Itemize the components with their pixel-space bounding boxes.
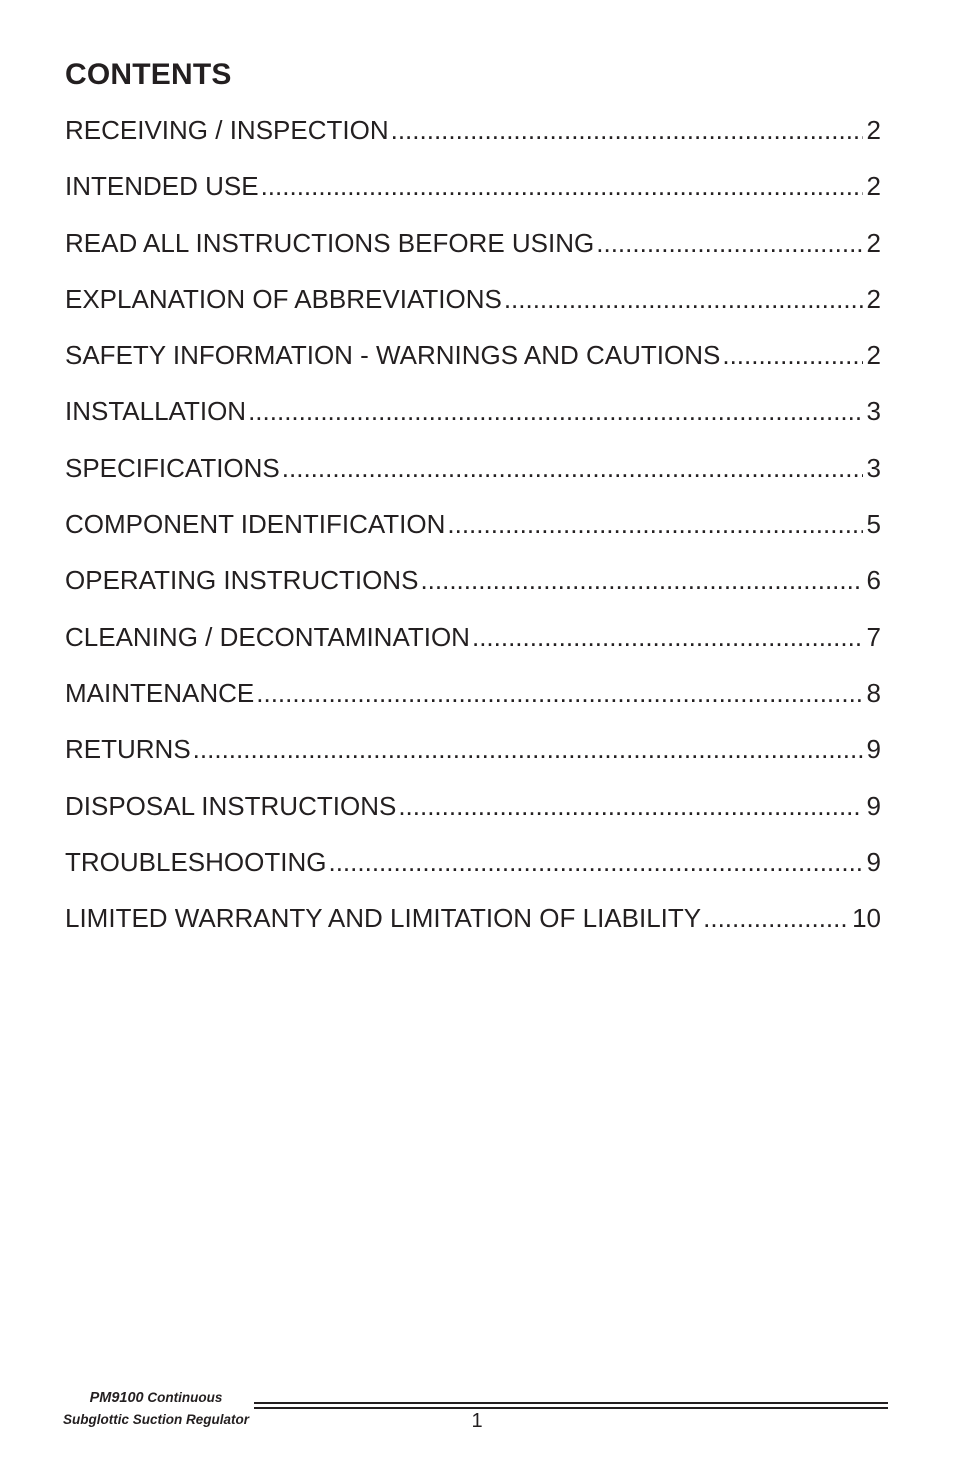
toc-entry [65,731,881,787]
toc-leader-dots [722,337,862,373]
toc-leader-dots [472,619,863,655]
toc-leader-dots [420,562,862,598]
toc-entry-title: INTENDED USE [65,171,259,202]
toc-entry [65,112,881,168]
toc-entry-title: INSTALLATION [65,396,247,427]
toc-entry-title: DISPOSAL INSTRUCTIONS [65,790,397,821]
toc-entry-page: 2 [866,115,881,145]
toc-entry [65,900,881,956]
toc-entry-page: 7 [866,621,881,652]
table-of-contents [65,112,881,956]
footer-rule-line [254,1407,888,1409]
toc-entry-page: 3 [866,452,881,483]
footer-rule-line [254,1402,888,1404]
toc-leader-dots [282,450,863,486]
toc-leader-dots [328,844,862,880]
toc-entry [65,281,881,337]
toc-entry-page: 9 [866,846,881,877]
footer-product-descriptor: Continuous [147,1390,223,1405]
toc-leader-dots [248,393,862,429]
toc-entry-title: EXPLANATION OF ABBREVIATIONS [65,283,502,314]
footer-model: PM9100 [89,1390,144,1406]
toc-entry-title: OPERATING INSTRUCTIONS [65,565,419,596]
footer-product-line-2: Subglottic Suction Regulator [63,1412,249,1427]
toc-leader-dots [256,675,862,711]
toc-entry-page: 2 [866,171,881,202]
toc-leader-dots [703,900,848,936]
toc-leader-dots [193,731,863,767]
page-number: 1 [471,1410,483,1432]
toc-entry-title: COMPONENT IDENTIFICATION [65,509,446,540]
toc-leader-dots [447,506,862,542]
toc-leader-dots [596,225,862,261]
toc-entry-page: 5 [866,509,881,540]
toc-leader-dots [261,168,863,204]
toc-entry-title: MAINTENANCE [65,677,255,708]
toc-entry-title: CLEANING / DECONTAMINATION [65,621,470,652]
toc-entry-title: RETURNS [65,734,191,765]
footer-product-line-1 [58,1387,254,1409]
toc-entry-page: 10 [852,903,881,934]
toc-entry-title: RECEIVING / INSPECTION [65,115,389,145]
toc-leader-dots [504,281,863,317]
toc-entry [65,562,881,618]
toc-leader-dots [391,112,863,148]
toc-entry-title: SPECIFICATIONS [65,452,280,483]
toc-entry-page: 6 [866,565,881,596]
footer-product-name [58,1387,254,1430]
toc-entry [65,788,881,844]
toc-entry [65,225,881,281]
toc-entry [65,506,881,562]
toc-entry [65,393,881,449]
toc-entry [65,844,881,900]
footer-double-rule [254,1402,888,1409]
toc-entry [65,450,881,506]
toc-entry [65,168,881,224]
toc-entry-page: 3 [866,396,881,427]
toc-entry-page: 2 [866,340,881,371]
toc-entry [65,619,881,675]
toc-entry-title: READ ALL INSTRUCTIONS BEFORE USING [65,227,595,258]
toc-entry [65,337,881,393]
toc-entry-page: 8 [866,677,881,708]
toc-entry-title: LIMITED WARRANTY AND LIMITATION OF LIABILITY [65,903,702,934]
toc-entry-title: TROUBLESHOOTING [65,846,327,877]
toc-entry-page: 2 [866,283,881,314]
toc-entry [65,675,881,731]
toc-entry-page: 2 [866,227,881,258]
toc-entry-title: SAFETY INFORMATION - WARNINGS AND CAUTIONS [65,340,721,371]
page-title: CONTENTS [65,58,232,91]
toc-entry-page: 9 [866,734,881,765]
toc-entry-page: 9 [866,790,881,821]
toc-leader-dots [398,788,862,824]
